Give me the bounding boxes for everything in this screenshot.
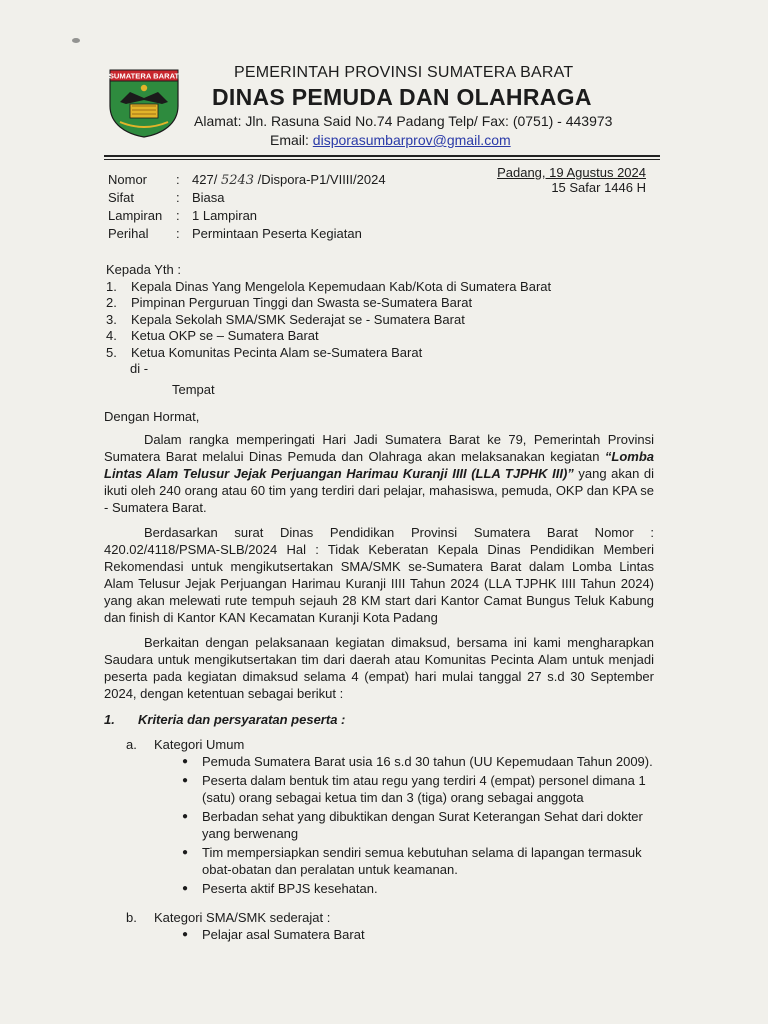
category-heading — [126, 909, 660, 926]
letterhead-rule-thin — [104, 159, 660, 160]
email-link[interactable]: disporasumbarprov@gmail.com — [312, 132, 511, 148]
section-number: 1. — [104, 712, 115, 727]
date-masehi: Padang, 19 Agustus 2024 — [497, 165, 646, 180]
section-title: Kriteria dan persyaratan peserta : — [138, 712, 346, 727]
list-item — [182, 753, 660, 770]
category-title: Kategori SMA/SMK sederajat : — [154, 910, 331, 925]
list-item: 1. Kepala Dinas Yang Mengelola Kepemudaan Kab/Kota di Sumatera Barat — [106, 278, 552, 294]
meta-label: Sifat — [108, 190, 135, 205]
meta-colon: : — [176, 172, 180, 187]
section-heading — [104, 711, 660, 728]
bullet-icon: ● — [182, 811, 189, 822]
bullet-icon: ● — [182, 929, 189, 940]
list-item — [182, 772, 660, 806]
criteria-text: Peserta aktif BPJS kesehatan. — [202, 881, 378, 896]
bullet-icon: ● — [182, 883, 189, 894]
letter-body — [104, 408, 654, 702]
meta-value: 1 Lampiran — [192, 208, 258, 223]
paper-smudge — [72, 38, 80, 43]
category-title: Kategori Umum — [154, 737, 245, 752]
section-criteria — [104, 711, 660, 945]
meta-colon: : — [176, 190, 180, 205]
kop-office: DINAS PEMUDA DAN OLAHRAGA — [212, 84, 592, 110]
criteria-list — [182, 926, 660, 943]
meta-lampiran — [108, 207, 386, 225]
paragraph-1-text-end: yang akan di ikuti oleh 240 orang atau 60 tim yang terdiri dari pelajar, mahasiswa, pemuda, OKP dan KPA se - Sumatera Barat. — [104, 466, 654, 515]
category-sma-smk — [126, 909, 660, 943]
category-label: a. — [126, 737, 137, 752]
letterhead-rule — [104, 155, 660, 157]
meta-value — [192, 171, 386, 189]
recipient-text: Ketua OKP se – Sumatera Barat — [131, 328, 319, 343]
meta-label: Perihal — [108, 226, 149, 241]
recipients — [106, 262, 551, 398]
nomor-prefix: 427/ — [192, 172, 218, 187]
recipient-text: Ketua Komunitas Pecinta Alam se-Sumatera Barat — [131, 344, 423, 360]
list-item — [182, 844, 660, 878]
kop-address: Alamat: Jln. Rasuna Said No.74 Padang Telp/ Fax: (0751) - 443973 — [194, 113, 613, 129]
recipients-di: di - — [130, 361, 149, 376]
paragraph-2: Berdasarkan surat Dinas Pendidikan Provinsi Sumatera Barat Nomor : 420.02/4118/PSMA-SLB/2024 Hal : Tidak Keberatan Kepala Dinas Pendidikan Memberi Rekomendasi untuk mengikutsertakan SMA/SMK se-Sumatera Barat dalam Lomba Lintas Alam Telusur Jejak Perjuangan Harimau Kuranji IIII Tahun 2024 (LLA TJPHK IIII Tahun 2024) yang akan melewati rute tempuh sejauh 28 KM start dari Kantor Camat Bungus Teluk Kabung dan finish di Kantor KAN Kecamatan Kuranji Kota Padang — [104, 525, 654, 625]
criteria-text: Peserta dalam bentuk tim atau regu yang terdiri 4 (empat) personel dimana 1 (satu) orang sebagai ketua tim dan 3 (tiga) orang sebagai anggota — [202, 773, 646, 805]
recipient-text: Pimpinan Perguruan Tinggi dan Swasta se-Sumatera Barat — [131, 295, 473, 310]
letter-meta — [108, 171, 386, 243]
category-umum — [126, 736, 660, 897]
criteria-text: Tim mempersiapkan sendiri semua kebutuhan selama di lapangan termasuk obat-obatan dan peralatan untuk keamanan. — [202, 845, 642, 877]
recipient-text: Kepala Sekolah SMA/SMK Sederajat se - Sumatera Barat — [131, 311, 465, 327]
email-label: Email: — [270, 132, 309, 148]
category-heading — [126, 736, 660, 753]
list-item: 5. Ketua Komunitas Pecinta Alam se-Sumatera Barat — [106, 344, 423, 360]
paragraph-1-text: Dalam rangka memperingati Hari Jadi Sumatera Barat ke 79, Pemerintah Provinsi Sumatera Barat melalui Dinas Pemuda dan Olahraga akan melaksanakan kegiatan — [104, 432, 654, 464]
meta-label: Lampiran — [108, 208, 163, 223]
kop-province: PEMERINTAH PROVINSI SUMATERA BARAT — [234, 64, 574, 81]
letter-date — [494, 165, 646, 195]
sumatera-barat-logo — [106, 66, 182, 138]
recipient-text: Kepala Dinas Yang Mengelola Kepemudaan Kab/Kota di Sumatera Barat — [131, 278, 552, 294]
bullet-icon: ● — [182, 775, 189, 786]
bullet-icon: ● — [182, 756, 189, 767]
bullet-icon: ● — [182, 847, 189, 858]
meta-sifat — [108, 189, 386, 207]
meta-value: Biasa — [192, 190, 225, 205]
list-item — [182, 880, 660, 897]
meta-perihal — [108, 225, 386, 243]
criteria-text: Berbadan sehat yang dibuktikan dengan Surat Keterangan Sehat dari dokter yang berwenang — [202, 809, 643, 841]
event-name: “Lomba Lintas Alam Telusur Jejak Perjuangan Harimau Kuranji IIII (LLA TJPHK III)” — [104, 449, 654, 481]
category-label: b. — [126, 910, 137, 925]
nomor-handwritten: 5243 — [220, 173, 255, 188]
logo-text: SUMATERA BARAT — [108, 71, 180, 81]
list-item — [182, 808, 660, 842]
meta-colon: : — [176, 208, 180, 223]
greeting: Dengan Hormat, — [104, 409, 200, 424]
paragraph-1 — [104, 431, 654, 516]
nomor-suffix: /Dispora-P1/VIIII/2024 — [257, 172, 386, 187]
meta-colon: : — [176, 226, 180, 241]
recipients-tempat: Tempat — [172, 381, 215, 397]
date-hijri: 15 Safar 1446 H — [551, 180, 646, 195]
list-item: 4. Ketua OKP se – Sumatera Barat — [106, 328, 319, 343]
recipient-list — [106, 279, 551, 362]
meta-nomor — [108, 171, 386, 189]
criteria-list — [182, 753, 660, 897]
list-item: 3. Kepala Sekolah SMA/SMK Sederajat se - Sumatera Barat — [106, 311, 465, 327]
list-item: 2. Pimpinan Perguruan Tinggi dan Swasta se-Sumatera Barat — [106, 295, 473, 310]
criteria-text: Pemuda Sumatera Barat usia 16 s.d 30 tahun (UU Kepemudaan Tahun 2009). — [202, 754, 653, 769]
meta-label: Nomor — [108, 172, 148, 187]
recipients-intro: Kepada Yth : — [106, 262, 181, 277]
meta-value: Permintaan Peserta Kegiatan — [192, 226, 362, 241]
list-item — [182, 926, 660, 943]
criteria-text: Pelajar asal Sumatera Barat — [202, 927, 365, 942]
kop-email-line — [270, 132, 511, 148]
paragraph-3: Berkaitan dengan pelaksanaan kegiatan dimaksud, bersama ini kami mengharapkan Saudara untuk mengikutsertakan tim dari daerah atau Komunitas Pecinta Alam untuk menjadi peserta pada kegiatan dimaksud selama 4 (empat) hari mulai tanggal 27 s.d 30 September 2024, dengan ketentuan sebagai berikut : — [104, 635, 654, 701]
